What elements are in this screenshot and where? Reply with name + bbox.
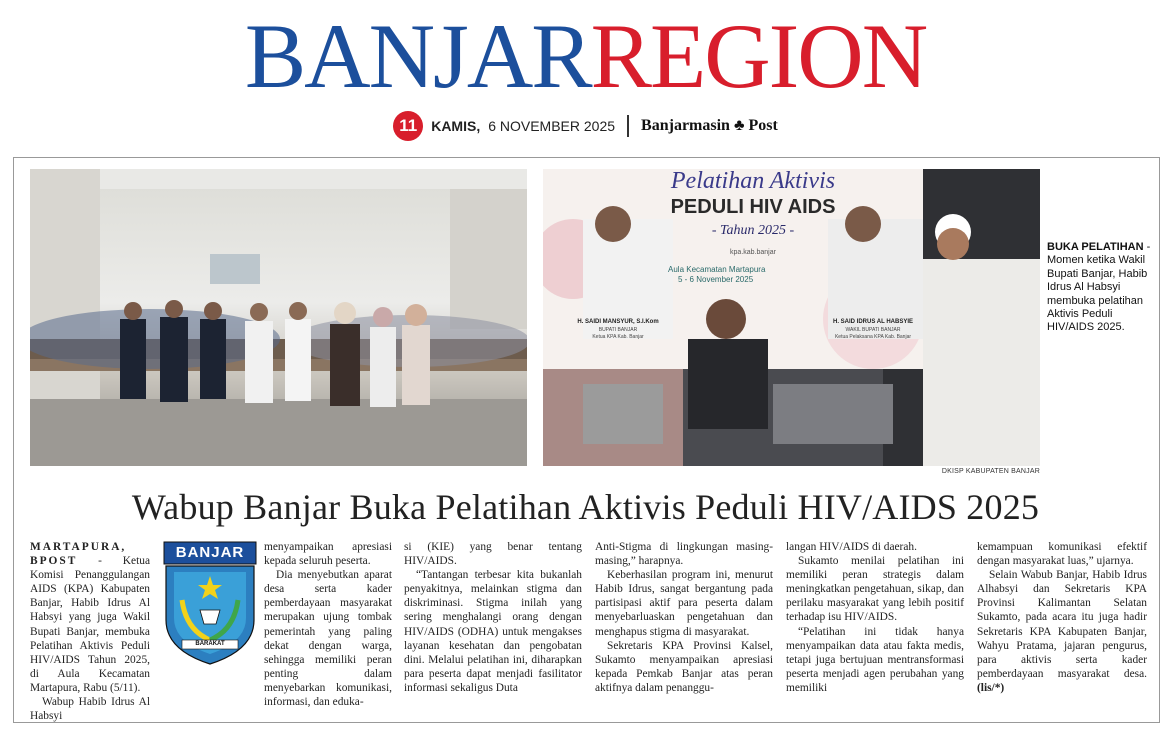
banner-name-left: H. SAIDI MANSYUR, S.I.Kom	[577, 319, 659, 325]
banner-venue: Aula Kecamatan Martapura	[668, 265, 766, 274]
article-c6-p2: Selain Wabub Banjar, Habib Idrus Alhabsyi dan Sekretaris KPA Provinsi Kalimantan Selatan Sukamto, pada acara itu juga hadir Sekretaris KPA Kabupaten Banjar, Wahyu Pratama, jajaran pengurus, para aktivis serta kader pemberdayaan masyarakat desa.	[977, 569, 1147, 680]
page-number-badge: 11	[393, 111, 423, 141]
group-photo-illustration	[30, 169, 527, 466]
article-c5-p2: Sukamto menilai pelatihan ini memiliki peran strategis dalam meningkatkan pengetahuan, sikap, dan perilaku masyarakat yang lebih positif terhadap isu HIV/AIDS.	[786, 555, 964, 624]
article-column-3	[404, 540, 582, 695]
article-c3-p2: “Tantangan terbesar kita bukanlah penyakitnya, melainkan stigma dan diskriminasi. Stigma inilah yang sering menghalangi orang dengan HIV/AIDS (ODHA) untuk mengakses layanan kesehatan dan pengobatan dini. Melalui pelatihan ini, diharapkan para peserta dapat menjadi fasilitator informasi sekaligus Duta	[404, 569, 582, 694]
group-photo	[30, 169, 527, 466]
banner-year: - Tahun 2025 -	[711, 223, 795, 238]
headline: Wabup Banjar Buka Pelatihan Aktivis Peduli HIV/AIDS 2025	[131, 487, 1040, 527]
banner-dates: 5 - 6 November 2025	[678, 275, 754, 284]
banner-title: Pelatihan Aktivis	[670, 169, 836, 194]
banner-role-right: WAKIL BUPATI BANJAR	[845, 327, 901, 333]
banner-role-left: BUPATI BANJAR	[598, 327, 638, 333]
article-c6-p1: kemampuan komunikasi efektif dengan masyarakat luas,” ujarnya.	[977, 541, 1147, 568]
article-c5-p3: “Pelatihan ini tidak hanya menyampaikan data atau fakta medis, tetapi juga bertujuan mentransformasi peserta menjadi agen perubahan yang memiliki	[786, 625, 964, 694]
issue-line	[0, 112, 1171, 140]
photo-credit: DKISP KABUPATEN BANJAR	[941, 468, 1040, 475]
banner-role-right-2: Ketua Pelaksana KPA Kab. Banjar	[834, 334, 912, 340]
article-c4-p3: Sekretaris KPA Provinsi Kalsel, Sukamto menyampaikan apresiasi kepada Pemkab Banjar atas peran aktifnya dalam penanggu-	[595, 639, 773, 694]
caption-dash: -	[1143, 241, 1151, 253]
article-c1-p2: Wabup Habib Idrus Al Habsyi	[30, 696, 150, 723]
newspaper-logo: Banjarmasin ♣ Post	[641, 117, 778, 134]
article-c3-p1: si (KIE) yang benar tentang HIV/AIDS.	[404, 541, 582, 568]
article-c4-p2: Keberhasilan program ini, menurut Habib Idrus, sangat bergantung pada partisipasi aktif para peserta dalam menyebarluaskan pengetahuan dan menghapus stigma di masyarakat.	[595, 569, 773, 638]
article-c4-p1: Anti-Stigma di lingkungan masing-masing,” harapnya.	[595, 541, 773, 568]
article-column-5	[786, 540, 964, 695]
speaker-photo	[543, 169, 1040, 466]
article-column-2	[162, 540, 392, 709]
logo-ribbon: BARAKAT	[195, 641, 225, 647]
masthead-banjar: BANJAR	[244, 5, 591, 107]
article-c2-p2: Dia menyebutkan aparat desa serta kader pemberdayaan masyarakat merupakan ujung tombak pemerintah yang paling dekat dengan warga, sehingga memiliki peran penting dalam menyebarkan komunikasi, informasi, dan eduka-	[264, 569, 392, 709]
caption-title: BUKA PELATIHAN	[1047, 241, 1144, 253]
banner-web: kpa.kab.banjar	[730, 249, 776, 256]
article-signature: (lis/*)	[977, 681, 1005, 694]
issue-date: 6 NOVEMBER 2025	[488, 118, 616, 134]
banner-subtitle: PEDULI HIV AIDS	[670, 196, 836, 218]
article-column-1	[30, 540, 150, 723]
article-c2-p2-a	[264, 568, 392, 709]
masthead-region: REGION	[590, 5, 927, 107]
article-lead: - Ketua Komisi Penanggulangan AIDS (KPA) Kabupaten Banjar, Habib Idrus Al Habsyi yang juga Wakil Bupati Banjar, membuka Pelatihan Aktivis Peduli HIV/AIDS Tahun 2025, di Aula Kecamatan Martapura, Rabu (5/11).	[30, 555, 150, 694]
caption-text: Momen ketika Wakil Bupati Banjar, Habib Idrus Al Habsyi membuka pelatihan Aktivis Peduli HIV/AIDS 2025.	[1047, 254, 1148, 334]
banner-role-left-2: Ketua KPA Kab. Banjar	[592, 334, 644, 340]
logo-text: BANJAR	[175, 544, 245, 561]
dateline: MARTAPURA, BPOST	[30, 541, 127, 568]
article-column-4	[595, 540, 773, 695]
issue-day: KAMIS,	[431, 118, 481, 134]
article-column-6	[977, 540, 1147, 695]
article-c2-top: menyampaikan apresiasi kepada seluruh peserta.	[264, 541, 392, 568]
photo-caption	[1047, 241, 1162, 335]
banner-name-right: H. SAID IDRUS AL HABSYIE	[832, 319, 913, 325]
issue-separator	[627, 115, 629, 137]
masthead	[0, 5, 1171, 107]
article-c5-p1: langan HIV/AIDS di daerah.	[786, 541, 917, 553]
